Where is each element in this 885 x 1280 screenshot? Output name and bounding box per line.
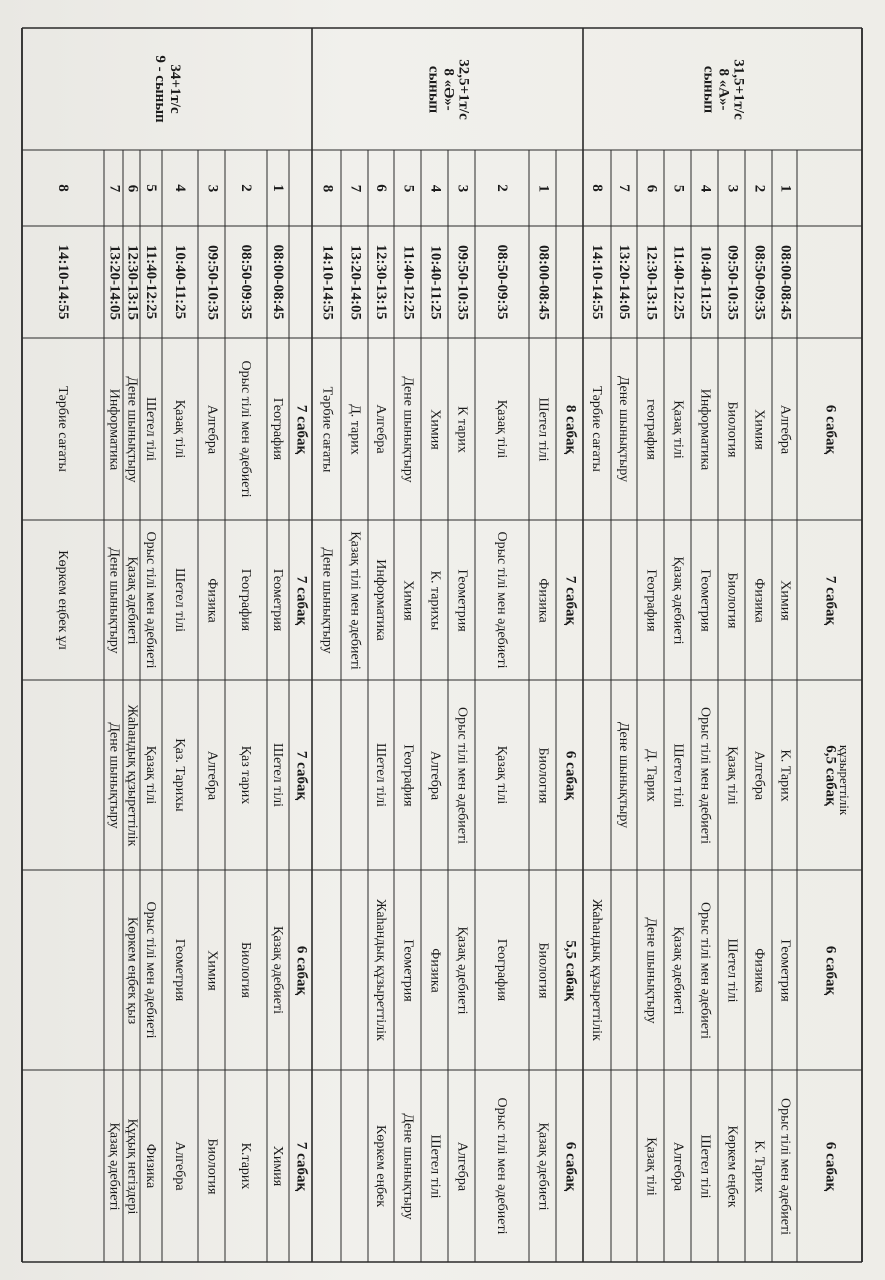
subject-cell: Биология xyxy=(724,400,739,457)
lesson-time: 10:40-11:25 xyxy=(697,244,713,320)
lesson-number: 2 xyxy=(494,184,511,192)
subject-cell: География xyxy=(238,568,254,632)
subject-cell: Қазақ әдебиеті xyxy=(454,926,469,1014)
lesson-count: 7 сабақ xyxy=(562,575,578,625)
lesson-count: 6 сабақ xyxy=(822,945,838,995)
subject-cell: Шетел тілі xyxy=(724,937,739,1003)
lesson-number: 7 xyxy=(347,184,363,192)
subject-cell: Геометрия xyxy=(697,568,712,632)
subject-cell: Химия xyxy=(270,1145,286,1187)
subject-cell: Қазақ әдебиеті xyxy=(670,926,685,1014)
subject-cell: Информатика xyxy=(106,388,121,470)
subject-cell: Дене шынықтыру xyxy=(319,546,334,654)
subject-cell: Физика xyxy=(427,947,442,993)
subject-cell: Геометрия xyxy=(172,938,188,1002)
subject-cell: Қаз тарих xyxy=(238,745,254,805)
subject-cell: К. Тарих xyxy=(777,748,792,802)
subject-cell: Қазақ тілі мен әдебиеті xyxy=(347,530,362,670)
subject-cell: Физика xyxy=(751,577,766,623)
class-label: 32,5+1т/с 8 «Ә»- сынып xyxy=(425,58,471,120)
subject-cell: Қазақ тілі xyxy=(724,745,739,805)
lesson-number: 1 xyxy=(777,184,793,192)
subject-cell: Тәрбие сағаты xyxy=(589,386,605,472)
lesson-number: 6 xyxy=(124,184,140,192)
subject-cell: Қазақ тілі xyxy=(643,1136,658,1196)
lesson-time: 12:30-13:15 xyxy=(373,244,390,320)
subject-cell: Д. тарих xyxy=(347,403,362,455)
lesson-number: 8 xyxy=(589,184,606,192)
lesson-number: 7 xyxy=(106,184,122,192)
subject-cell: Қазақ әдебиеті xyxy=(106,1122,121,1210)
class-label: 34+1т/с 9 - сынып xyxy=(152,55,183,123)
subject-cell: Шетел тілі xyxy=(172,567,188,633)
lesson-time: 08:00-08:45 xyxy=(777,244,793,320)
lesson-count: 6 сабақ xyxy=(562,1141,578,1191)
subject-cell: Қазақ тілі xyxy=(670,399,685,459)
subject-cell: Орыс тілі мен әдебиеті xyxy=(494,1097,510,1235)
lesson-time: 08:50-09:35 xyxy=(751,244,767,320)
lesson-number: 2 xyxy=(751,184,767,192)
subject-cell: Шетел тілі xyxy=(697,1133,712,1199)
lesson-count: 7 сабақ xyxy=(293,1141,309,1191)
subject-cell: Көркем еңбек xyxy=(373,1124,389,1208)
lesson-number: 8 xyxy=(55,184,72,192)
subject-cell: Шетел тілі xyxy=(143,396,159,462)
subject-cell: Биология xyxy=(238,941,254,998)
subject-cell: Биология xyxy=(204,1137,219,1194)
lesson-count: 7 сабақ xyxy=(293,575,309,625)
subject-cell: Геометрия xyxy=(270,568,286,632)
subject-cell: Орыс тілі мен әдебиеті xyxy=(454,706,469,844)
subject-cell: Жаһандық құзыреттілік xyxy=(373,899,389,1041)
lesson-number: 6 xyxy=(373,184,390,192)
lesson-time: 11:40-12:25 xyxy=(670,244,686,320)
subject-cell: География xyxy=(270,397,286,461)
subject-cell: Орыс тілі мен әдебиеті xyxy=(777,1097,792,1235)
subject-cell: Орыс тілі мен әдебиеті xyxy=(697,706,712,844)
subject-cell: Дене шынықтыру xyxy=(400,375,415,483)
lesson-number: 7 xyxy=(616,184,633,192)
subject-cell: Алгебра xyxy=(454,1141,469,1191)
lesson-time: 13:20-14:05 xyxy=(616,244,633,320)
subject-cell: Дене шынықтыру xyxy=(616,721,632,829)
subject-cell: Тәрбие сағаты xyxy=(55,386,71,472)
lesson-number: 5 xyxy=(143,184,160,192)
subject-cell: Алгебра xyxy=(172,1141,188,1191)
subject-cell: Алгебра xyxy=(751,750,766,800)
subject-cell: Д. Тарих xyxy=(643,748,658,802)
subject-cell: К тарих xyxy=(454,405,469,453)
lesson-number: 3 xyxy=(724,184,740,192)
lesson-number: 2 xyxy=(238,184,255,192)
subject-cell: Физика xyxy=(143,1143,159,1189)
subject-cell: Физика xyxy=(751,947,766,993)
lesson-number: 5 xyxy=(400,184,416,192)
subject-cell: Орыс тілі мен әдебиеті xyxy=(494,531,510,669)
lesson-count: 7 сабақ xyxy=(293,750,309,800)
subject-cell: Дене шынықтыру xyxy=(106,721,121,829)
lesson-time: 13:20-14:05 xyxy=(106,244,122,320)
lesson-count: 6 сабақ xyxy=(293,945,309,995)
subject-cell: Қазақ әдебиеті xyxy=(670,556,685,644)
subject-cell: Алгебра xyxy=(204,404,219,454)
subject-cell: Қазақ тілі xyxy=(494,399,510,459)
subject-cell: География xyxy=(400,743,415,807)
subject-cell: К.тарих xyxy=(238,1142,254,1190)
lesson-time: 11:40-12:25 xyxy=(400,244,416,320)
subject-cell: Қаз. Тарихы xyxy=(172,738,188,812)
class-label: 31,5+1т/с 8 «А»- сынып xyxy=(700,58,746,120)
cut-off-note: құзыреттілік xyxy=(837,744,853,816)
subject-cell: Жаһандық құзыреттілік xyxy=(589,899,605,1041)
subject-cell: Орыс тілі мен әдебиеті xyxy=(238,360,254,498)
lesson-time: 08:00-08:45 xyxy=(535,244,551,320)
lesson-number: 3 xyxy=(454,184,470,192)
subject-cell: Қазақ әдебиеті xyxy=(535,1122,550,1210)
lesson-time: 10:40-11:25 xyxy=(427,244,443,320)
subject-cell: Информатика xyxy=(697,388,712,470)
lesson-time: 10:40-11:25 xyxy=(172,244,189,320)
lesson-number: 4 xyxy=(427,184,443,192)
subject-cell: Дене шынықтыру xyxy=(616,375,632,483)
lesson-count: 6 сабақ xyxy=(822,404,838,454)
subject-cell: К. Тарих xyxy=(751,1139,766,1193)
subject-cell: Химия xyxy=(427,408,442,450)
subject-cell: Химия xyxy=(204,949,219,991)
subject-cell: Дене шынықтыру xyxy=(106,546,121,654)
lesson-number: 1 xyxy=(535,184,551,192)
lesson-number: 6 xyxy=(643,184,659,192)
subject-cell: Геометрия xyxy=(777,938,792,1002)
subject-cell: Шетел тілі xyxy=(535,396,550,462)
lesson-time: 14:10-14:55 xyxy=(589,244,606,320)
lesson-number: 1 xyxy=(270,184,287,192)
subject-cell: Алгебра xyxy=(777,404,792,454)
subject-cell: Орыс тілі мен әдебиеті xyxy=(143,531,159,669)
subject-cell: Биология xyxy=(535,746,550,803)
lesson-number: 8 xyxy=(319,184,335,192)
lesson-time: 08:50-09:35 xyxy=(238,244,255,320)
subject-cell: Биология xyxy=(724,571,739,628)
subject-cell: Физика xyxy=(204,577,219,623)
subject-cell: Қазақ тілі xyxy=(494,745,510,805)
lesson-time: 12:30-13:15 xyxy=(643,244,659,320)
lesson-time: 14:10-14:55 xyxy=(319,244,335,320)
subject-cell: Геометрия xyxy=(400,938,415,1002)
subject-cell: Дене шынықтыру xyxy=(643,916,658,1024)
subject-cell: Алгебра xyxy=(373,404,389,454)
subject-cell: Көркем еңбек қыз xyxy=(124,916,139,1024)
subject-cell: Дене шынықтыру xyxy=(400,1112,415,1220)
lesson-number: 4 xyxy=(172,184,189,192)
subject-cell: Қазақ әдебиеті xyxy=(270,926,286,1014)
lesson-count: 7 сабақ xyxy=(822,575,838,625)
lesson-number: 5 xyxy=(670,184,686,192)
lesson-count: 6 сабақ xyxy=(822,1141,838,1191)
subject-cell: Физика xyxy=(535,577,550,623)
lesson-number: 4 xyxy=(697,184,713,192)
subject-cell: Биология xyxy=(535,941,550,998)
lesson-count: 7 сабақ xyxy=(293,404,309,454)
lesson-time: 09:50-10:35 xyxy=(724,244,740,320)
lesson-count: 8 сабақ xyxy=(562,404,578,454)
lesson-number: 3 xyxy=(204,184,220,192)
subject-cell: Шетел тілі xyxy=(373,742,389,808)
subject-cell: Информатика xyxy=(373,559,389,641)
subject-cell: Шетел тілі xyxy=(270,742,286,808)
subject-cell: география xyxy=(643,398,658,460)
lesson-count: 5,5 сабақ xyxy=(562,939,578,1001)
subject-cell: Қазақ тілі xyxy=(143,745,159,805)
lesson-time: 09:50-10:35 xyxy=(454,244,470,320)
subject-cell: Шетел тілі xyxy=(670,742,685,808)
subject-cell: Химия xyxy=(777,579,792,621)
subject-cell: Көркем еңбек ұл xyxy=(55,550,71,650)
subject-cell: Құқық негіздері xyxy=(124,1118,139,1214)
subject-cell: Орыс тілі мен әдебиеті xyxy=(143,901,159,1039)
subject-cell: География xyxy=(643,568,658,632)
subject-cell: Химия xyxy=(400,579,415,621)
lesson-time: 14:10-14:55 xyxy=(55,244,72,320)
lesson-time: 11:40-12:25 xyxy=(143,244,160,320)
lesson-time: 08:50-09:35 xyxy=(494,244,511,320)
lesson-count: 6 сабақ xyxy=(562,750,578,800)
subject-cell: Шетел тілі xyxy=(427,1133,442,1199)
subject-cell: Жаһандық құзыреттілік xyxy=(124,704,139,846)
subject-cell: Алгебра xyxy=(204,750,219,800)
subject-cell: Қазақ тілі xyxy=(172,399,188,459)
subject-cell: Алгебра xyxy=(670,1141,685,1191)
subject-cell: Дене шынықтыру xyxy=(124,375,139,483)
subject-cell: География xyxy=(494,938,510,1002)
lesson-time: 08:00-08:45 xyxy=(270,244,287,320)
subject-cell: Тәрбие сағаты xyxy=(319,386,334,472)
lesson-time: 13:20-14:05 xyxy=(347,244,363,320)
lesson-count: 6,5 сабақ xyxy=(822,744,838,806)
lesson-time: 12:30-13:15 xyxy=(124,244,140,320)
subject-cell: К. тарихы xyxy=(427,570,442,630)
subject-cell: Геометрия xyxy=(454,568,469,632)
subject-cell: Орыс тілі мен әдебиеті xyxy=(697,901,712,1039)
subject-cell: Алгебра xyxy=(427,750,442,800)
subject-cell: Қазақ әдебиеті xyxy=(124,556,139,644)
subject-cell: Химия xyxy=(751,408,766,450)
subject-cell: Көркем еңбек xyxy=(724,1124,739,1208)
lesson-time: 09:50-10:35 xyxy=(204,244,220,320)
